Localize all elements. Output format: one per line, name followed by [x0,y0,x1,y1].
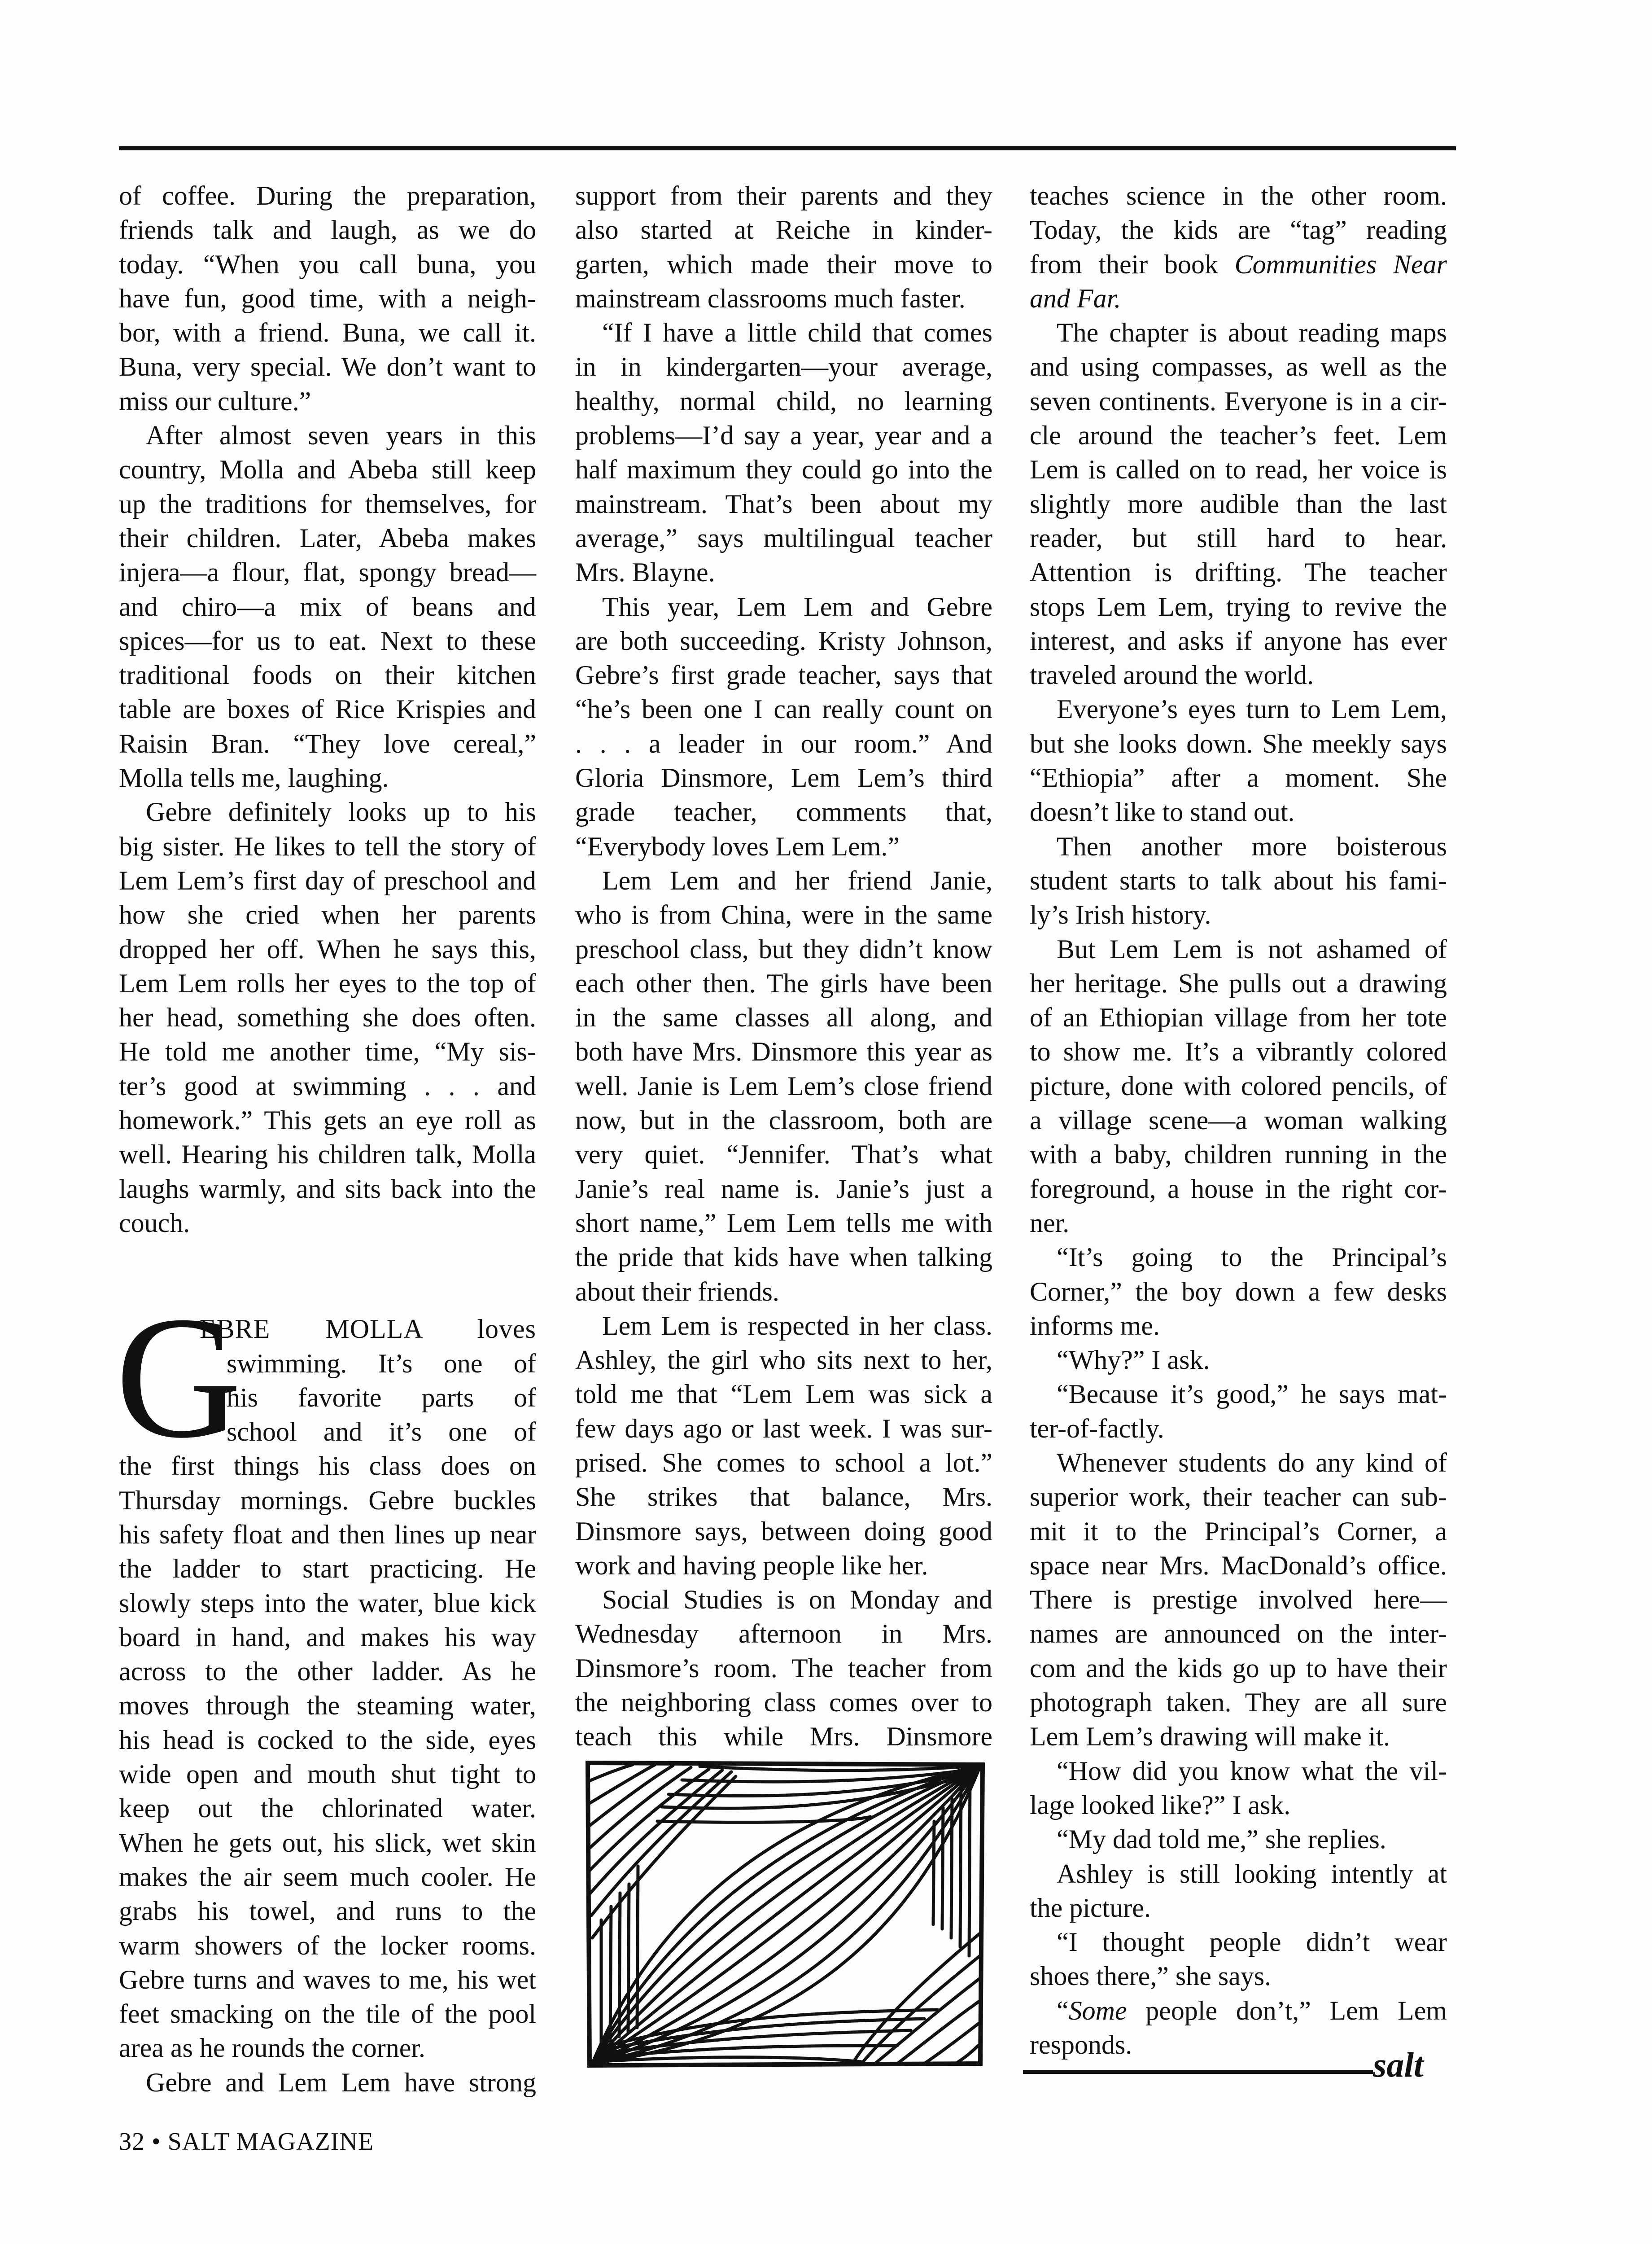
text-line: school and it’s one of [227,1417,536,1447]
text-line: “How did you know what the vil- [1057,1756,1447,1786]
text-line: up the traditions for themselves, for [119,489,536,519]
column-3 [1030,179,1447,2062]
text-line: “Because it’s good,” he says mat- [1057,1379,1447,1409]
text-line: slowly steps into the water, blue kick [119,1588,536,1618]
text-line: ter’s good at swimming . . . and [119,1071,536,1101]
text-line: superior work, their teacher can sub- [1030,1482,1447,1512]
text-line: the pride that kids have when talking [575,1242,992,1272]
text-line: her heritage. She pulls out a drawing [1030,968,1447,998]
text-line: well. Janie is Lem Lem’s close friend [575,1071,992,1101]
page-footer-folio: 32 • SALT MAGAZINE [119,2128,374,2156]
text-line: stops Lem Lem, trying to revive the [1030,592,1447,622]
text-line: traditional foods on their kitchen [119,660,536,690]
text-line: Whenever students do any kind of [1057,1447,1447,1477]
text-line [1030,247,1447,281]
text-line: com and the kids go up to have their [1030,1653,1447,1683]
text-line: There is prestige involved here— [1030,1585,1447,1615]
text-line: how she cried when her parents [119,900,536,930]
text-line: problems—I’d say a year, year and a [575,421,992,451]
text-line: This year, Lem Lem and Gebre [602,592,992,622]
text-line: dropped her off. When he says this, [119,934,536,964]
column-1 [115,179,536,2099]
text-line: spices—for us to eat. Next to these [119,626,536,656]
text-line: “he’s been one I can really count on [575,694,992,724]
text-line: Lem Lem and her friend Janie, [602,865,992,895]
text-line: “My dad told me,” she replies. [1057,1824,1386,1854]
text-line: ner. [1030,1208,1070,1238]
text-line: bor, with a friend. Buna, we call it. [119,318,536,348]
text-line: are both succeeding. Kristy Johnson, [575,626,992,656]
text-line: today. “When you call buna, you [119,249,536,279]
text-line: traveled around the world. [1030,660,1314,690]
text-line: Dinsmore says, between doing good [575,1516,992,1546]
text-line: garten, which made their move to [575,249,992,279]
text-line: mainstream. That’s been about my [575,489,992,519]
text-line: the ladder to start practicing. He [119,1554,536,1584]
drop-cap-letter: G [115,1280,242,1475]
text-line: “I thought people didn’t wear [1057,1927,1447,1957]
text-line: cle around the teacher’s feet. Lem [1030,421,1447,451]
text-line: his safety float and then lines up near [119,1519,536,1549]
text-line: Lem Lem’s first day of preschool and [119,865,536,895]
text-line: miss our culture.” [119,386,311,416]
text-line: area as he rounds the corner. [119,2033,426,2063]
text-line: Dinsmore’s room. The teacher from [575,1653,992,1683]
text-line: also started at Reiche in kinder- [575,215,992,245]
text-line: mit it to the Principal’s Corner, a [1030,1516,1447,1546]
text-line: moves through the steaming water, [119,1691,536,1721]
text-line: After almost seven years in this [146,421,536,451]
text-line: “Why?” I ask. [1057,1345,1210,1375]
text-line: told me that “Lem Lem was sick a [575,1379,992,1409]
text-line: a village scene—a woman walking [1030,1105,1447,1135]
text-line: Gebre and Lem Lem have strong [146,2067,536,2097]
text-line: each other then. The girls have been [575,968,992,998]
text-line: photograph taken. They are all sure [1030,1687,1447,1718]
text-line: with a baby, children running in the [1030,1140,1447,1170]
text-line: Corner,” the boy down a few desks [1030,1276,1447,1306]
text-line: few days ago or last week. I was sur- [575,1413,992,1443]
text-line: the first things his class does on [119,1451,536,1481]
text-line: have fun, good time, with a neigh- [119,283,536,313]
text-line: in the same classes all along, and [575,1003,992,1033]
text-line: country, Molla and Abeba still keep [119,455,536,485]
text-line: and using compasses, as well as the [1030,352,1447,382]
text-line: informs me. [1030,1310,1160,1341]
text-line: feet smacking on the tile of the pool [119,1999,536,2029]
text-line: “Ethiopia” after a moment. She [1030,763,1447,793]
text-line: across to the other ladder. As he [119,1657,536,1687]
text-line: but she looks down. She meekly says [1030,728,1447,758]
text-line: who is from China, were in the same [575,900,992,930]
emphasis-italic: Some [1068,1995,1127,2025]
text-line: Ashley, the girl who sits next to her, [575,1345,992,1375]
text-run: people don’t,” Lem Lem [1127,1995,1447,2025]
text-line: seven continents. Everyone is in a cir- [1030,386,1447,416]
text-line: the picture. [1030,1893,1151,1923]
text-line: swimming. It’s one of [227,1348,536,1378]
text-line: the neighboring class comes over to [575,1687,992,1718]
text-line: keep out the chlorinated water. [119,1793,536,1823]
text-line: both have Mrs. Dinsmore this year as [575,1037,992,1067]
text-line: Gloria Dinsmore, Lem Lem’s third [575,763,992,793]
salt-end-signature: salt [1373,2045,1424,2084]
text-line: He told me another time, “My sis- [119,1037,536,1067]
text-line [1030,281,1447,316]
text-line: preschool class, but they didn’t know [575,934,992,964]
text-line: very quiet. “Jennifer. That’s what [575,1140,992,1170]
text-line: half maximum they could go into the [575,455,992,485]
text-line: her head, something she does often. [119,1003,536,1033]
text-line: Gebre’s first grade teacher, says that [575,660,992,690]
text-line: picture, done with colored pencils, of [1030,1071,1447,1101]
text-line: of an Ethiopian village from her tote [1030,1003,1447,1033]
text-line: prised. She comes to school a lot.” [575,1447,992,1477]
text-line: support from their parents and they [575,181,992,210]
text-line: healthy, normal child, no learning [575,386,992,416]
text-line: teaches science in the other room. [1030,181,1447,210]
text-line: Gebre turns and waves to me, his wet [119,1964,536,1994]
text-line: reader, but still hard to hear. [1030,523,1447,553]
text-line: When he gets out, his slick, wet skin [119,1828,536,1858]
text-line: EBRE MOLLA loves [200,1314,536,1344]
text-line: couch. [119,1208,190,1238]
book-title-italic: and Far. [1030,283,1121,313]
text-line: . . . a leader in our room.” And [575,728,992,758]
text-line: big sister. He likes to tell the story of [119,831,536,861]
text-line: grabs his towel, and runs to the [119,1896,536,1926]
text-line: grade teacher, comments that, [575,797,992,827]
text-line: his favorite parts of [227,1382,536,1412]
text-line: Gebre definitely looks up to his [146,797,536,827]
text-line: about their friends. [575,1276,779,1306]
text-line: slightly more audible than the last [1030,489,1447,519]
text-run: from their book [1030,249,1235,279]
text-line: and chiro—a mix of beans and [119,592,536,622]
text-line: Today, the kids are “tag” reading [1030,215,1447,245]
text-line: Mrs. Blayne. [575,557,715,587]
text-line: responds. [1030,2030,1132,2060]
text-line: Lem is called on to read, her voice is [1030,455,1447,485]
text-line: board in hand, and makes his way [119,1622,536,1652]
text-line: But Lem Lem is not ashamed of [1057,934,1447,964]
text-line: Buna, very special. We don’t want to [119,352,536,382]
text-line: Social Studies is on Monday and [602,1585,992,1615]
text-line: Lem Lem is respected in her class. [602,1310,992,1341]
text-line: now, but in the classroom, both are [575,1105,992,1135]
text-line: his head is cocked to the side, eyes [119,1725,536,1755]
text-line: lage looked like?” I ask. [1030,1790,1291,1820]
text-line: Ashley is still looking intently at [1057,1858,1447,1889]
text-line: injera—a flour, flat, spongy bread— [119,557,536,587]
text-line: short name,” Lem Lem tells me with [575,1208,992,1238]
text-line: “Everybody loves Lem Lem.” [575,831,900,861]
text-line: table are boxes of Rice Krispies and [119,694,536,724]
text-line: Molla tells me, laughing. [119,763,389,793]
text-line: mainstream classrooms much faster. [575,283,966,313]
text-line: The chapter is about reading maps [1057,318,1447,348]
column-2 [575,179,992,1754]
text-line: ter-of-factly. [1030,1413,1164,1443]
text-line: Everyone’s eyes turn to Lem Lem, [1057,694,1447,724]
text-line: makes the air seem much cooler. He [119,1862,536,1892]
text-line: Thursday mornings. Gebre buckles [119,1485,536,1515]
text-line: in in kindergarten—your average, [575,352,992,382]
text-line: warm showers of the locker rooms. [119,1930,536,1960]
text-line: Then another more boisterous [1057,831,1447,861]
text-line: wide open and mouth shut tight to [119,1759,536,1789]
text-line: She strikes that balance, Mrs. [575,1482,992,1512]
text-line: Attention is drifting. The teacher [1030,557,1447,587]
text-line: shoes there,” she says. [1030,1961,1272,1991]
text-line: teach this while Mrs. Dinsmore [575,1722,992,1752]
text-line: well. Hearing his children talk, Molla [119,1140,536,1170]
text-line: Raisin Bran. “They love cereal,” [119,728,536,758]
text-line: ly’s Irish history. [1030,900,1211,930]
text-line: space near Mrs. MacDonald’s office. [1030,1550,1447,1580]
text-line: foreground, a house in the right cor- [1030,1174,1447,1204]
text-line: to show me. It’s a vibrantly colored [1030,1037,1447,1067]
top-rule-divider [119,146,1456,150]
text-line: of coffee. During the preparation, [119,181,536,210]
hatched-frame-illustration [583,1758,987,2068]
text-line: Wednesday afternoon in Mrs. [575,1619,992,1649]
text-line: friends talk and laugh, as we do [119,215,536,245]
text-line: “If I have a little child that comes [602,318,992,348]
text-line: average,” says multilingual teacher [575,523,992,553]
text-line: homework.” This gets an eye roll as [119,1105,536,1135]
text-line: laughs warmly, and sits back into the [119,1174,536,1204]
end-rule-divider [1023,2070,1373,2074]
text-line: Lem Lem rolls her eyes to the top of [119,968,536,998]
text-line: their children. Later, Abeba makes [119,523,536,553]
text-line [1030,1994,1447,2028]
text-line: doesn’t like to stand out. [1030,797,1295,827]
book-title-italic: Communities Near [1234,249,1447,279]
text-line: Lem Lem’s drawing will make it. [1030,1722,1390,1752]
text-line: work and having people like her. [575,1550,928,1580]
text-line: student starts to talk about his fami- [1030,865,1447,895]
text-line: Janie’s real name is. Janie’s just a [575,1174,992,1204]
text-run: “ [1057,1995,1069,2025]
text-line: names are announced on the inter- [1030,1619,1447,1649]
text-line: interest, and asks if anyone has ever [1030,626,1447,656]
text-line: “It’s going to the Principal’s [1057,1242,1447,1272]
